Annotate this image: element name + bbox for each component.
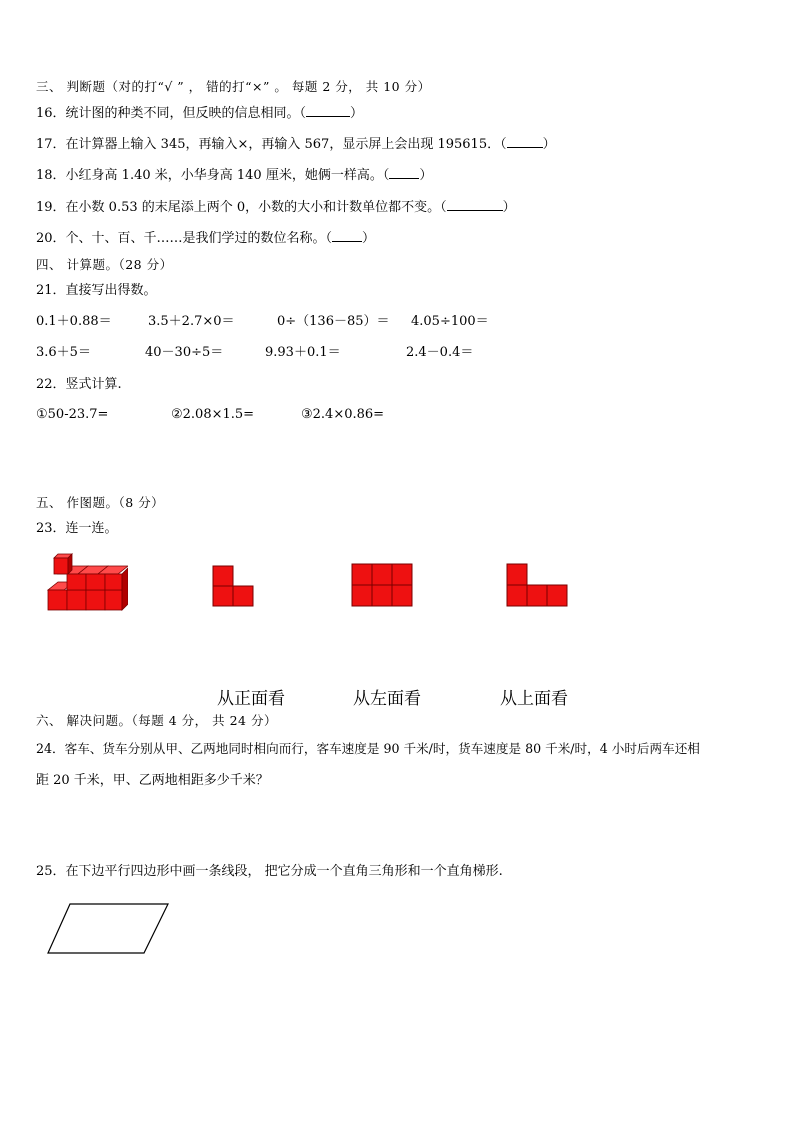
vertical-calc-item-2: ②2.08×1.5= (171, 407, 255, 422)
question-21-title: 21．直接写出得数。 (36, 283, 157, 298)
calc-item: 0÷（136－85）＝ (277, 314, 390, 329)
question-24-line-2: 距 20 千米，甲、乙两地相距多少千米？ (36, 773, 269, 788)
calc-item: 0.1＋0.88＝ (36, 314, 112, 329)
question-24-line-1: 24．客车、货车分别从甲、乙两地同时相向而行，客车速度是 90 千米/时，货车速度是 80 千米/时，4 小时后两车还相 (36, 741, 700, 756)
question-20-text: 20．个、十、百、千……是我们学过的数位名称。（ (36, 231, 333, 246)
calc-item: 4.05÷100＝ (411, 314, 489, 329)
question-17: 17．在计算器上输入 345，再输入×，再输入 567，显示屏上会出现 195615．（ ） (36, 137, 556, 152)
answer-blank-19[interactable] (447, 198, 503, 211)
section-4-heading: 四、 计算题。（28 分） (36, 257, 173, 272)
question-22-title: 22．竖式计算. (36, 377, 122, 392)
calc-item: 3.6＋5＝ (36, 345, 91, 360)
answer-blank-18[interactable] (389, 166, 419, 179)
calc-item: 2.4－0.4＝ (406, 345, 474, 360)
question-16: 16．统计图的种类不同，但反映的信息相同。（ ） (36, 106, 364, 121)
question-23-title: 23．连一连。 (36, 521, 118, 536)
answer-blank-16[interactable] (306, 104, 350, 117)
view-shape-2 (350, 562, 414, 608)
answer-blank-17[interactable] (507, 135, 543, 148)
question-18: 18．小红身高 1.40 米，小华身高 140 厘米，她俩一样高。（ ） (36, 168, 433, 183)
section-6-heading: 六、 解决问题。（每题 4 分， 共 24 分） (36, 713, 277, 728)
calc-item: 40－30÷5＝ (145, 345, 224, 360)
parallelogram-figure[interactable] (44, 900, 172, 956)
question-16-text: 16．统计图的种类不同，但反映的信息相同。（ (36, 106, 307, 121)
vertical-calc-item-1: ①50-23.7= (36, 407, 109, 422)
answer-blank-20[interactable] (332, 229, 362, 242)
section-3-heading: 三、 判断题（对的打“√ ” ， 错的打“×” 。 每题 2 分， 共 10 分） (36, 79, 431, 94)
view-shape-3 (505, 562, 569, 608)
question-18-text: 18．小红身高 1.40 米，小华身高 140 厘米，她俩一样高。（ (36, 168, 390, 183)
calc-item: 3.5＋2.7×0＝ (148, 314, 235, 329)
question-19-text: 19．在小数 0.53 的末尾添上两个 0，小数的大小和计数单位都不变。（ (36, 200, 447, 215)
question-20: 20．个、十、百、千……是我们学过的数位名称。（ ） (36, 231, 376, 246)
view-label-front: 从正面看 (217, 689, 285, 709)
vertical-calc-item-3: ③2.4×0.86= (301, 407, 385, 422)
view-shape-1 (211, 564, 255, 608)
calc-item: 9.93＋0.1＝ (265, 345, 341, 360)
view-label-top: 从上面看 (500, 689, 568, 709)
question-25: 25．在下边平行四边形中画一条线段， 把它分成一个直角三角形和一个直角梯形. (36, 864, 503, 879)
question-19: 19．在小数 0.53 的末尾添上两个 0，小数的大小和计数单位都不变。（ ） (36, 200, 516, 215)
question-17-text: 17．在计算器上输入 345，再输入×，再输入 567，显示屏上会出现 195615．（ (36, 137, 507, 152)
section-5-heading: 五、 作图题。（8 分） (36, 495, 165, 510)
view-label-left: 从左面看 (353, 689, 421, 709)
cube-stack-figure (44, 552, 128, 614)
